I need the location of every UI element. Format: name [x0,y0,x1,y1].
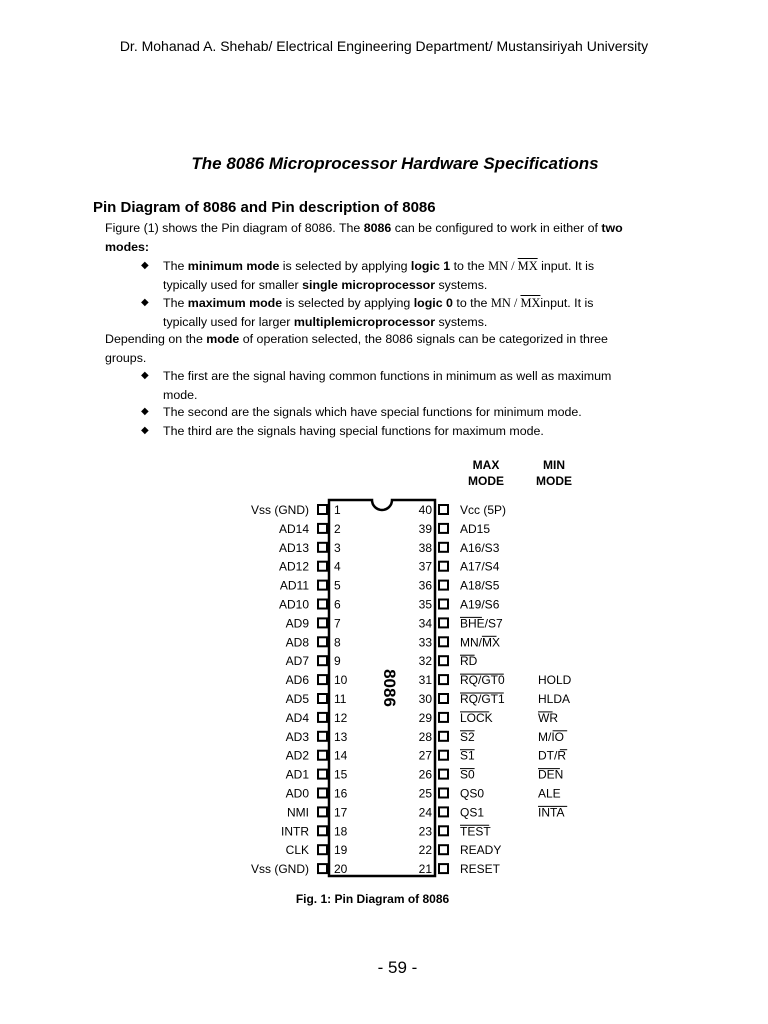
pin-box-right [439,845,448,854]
pin-box-right [439,656,448,665]
bold-text: logic 0 [413,296,453,310]
mn-signal: MN / [490,296,521,310]
text: mode. [163,387,198,402]
pin-label-max: RQ/GT0 [460,673,505,688]
pin-number-right: 23 [418,824,432,839]
pin-number-left: 8 [334,635,341,650]
pin-box-right [439,826,448,835]
bold-text: maximum mode [187,296,283,310]
pin-label-left: AD3 [285,729,309,744]
pin-number-right: 38 [418,540,432,555]
text: typically used for larger [163,314,294,329]
pin-box-left [318,656,327,665]
pin-label-left: Vss (GND) [251,503,309,517]
pin-box-left [318,675,327,684]
pin-label-min: WR [538,710,558,725]
pin-number-right: 27 [418,748,432,763]
pin-number-right: 29 [418,710,432,725]
figure-caption: Fig. 1: Pin Diagram of 8086 [295,892,450,906]
pin-label-left: AD9 [285,616,309,631]
pin-box-right [439,562,448,571]
pin-number-right: 24 [418,805,432,820]
pin-label-left: AD5 [285,692,309,706]
pin-label-left: AD4 [285,710,309,725]
pin-number-right: 35 [418,597,432,612]
pin-number-left: 7 [334,616,341,631]
pin-number-right: 40 [418,503,432,517]
text: is selected by applying [282,296,414,310]
max-mode-header-2: MODE [468,474,504,488]
pin-number-left: 13 [334,729,348,744]
pin-box-left [318,751,327,760]
pin-number-right: 34 [418,616,432,631]
bold-text: minimum mode [187,259,280,273]
pin-box-right [439,864,448,873]
pin-box-right [439,581,448,590]
bullet-diamond-icon: ◆ [141,260,149,271]
pin-label-left: AD8 [285,635,309,650]
pin-label-left: AD7 [285,654,309,669]
pin-label-min: DEN [538,767,564,782]
text: typically used for smaller [163,277,303,292]
pin-label-min: HOLD [538,673,572,688]
pin-label-left: AD6 [285,673,309,688]
mx-signal: $\overline{MX}$ [517,259,538,273]
pin-box-left [318,713,327,722]
pin-box-right [439,637,448,646]
bold-text: multiplemicroprocessor [293,314,436,329]
text: is selected by applying [279,259,411,273]
bullet-diamond-icon: ◆ [141,425,149,436]
min-mode-header-1: MIN [543,458,565,472]
pin-number-left: 16 [334,786,348,801]
pin-box-right [439,770,448,779]
pin-box-left [318,826,327,835]
pin-box-right [439,732,448,741]
pin-label-max: QS0 [460,786,485,801]
pin-box-left [318,770,327,779]
pin-label-left: AD10 [278,597,309,612]
pin-label-max: LOCK [460,710,493,725]
pin-box-right [439,694,448,703]
pin-label-max: MN/MX [460,635,500,650]
bullet-text: The second are the signals which have special functions for minimum mode. [163,405,582,419]
bold-text: single microprocessor [302,277,436,292]
pin-box-right [439,675,448,684]
pin-box-right [439,789,448,798]
intro-text-2: can be configured to work in either of [391,221,602,235]
pin-box-right [439,618,448,627]
pin-box-right [439,600,448,609]
pin-number-right: 36 [418,578,432,593]
pin-box-left [318,845,327,854]
pin-label-max: A16/S3 [460,540,500,555]
text: The [163,296,188,310]
pin-number-right: 37 [418,559,432,574]
pin-label-max: S0 [460,767,475,782]
bullet-diamond-icon: ◆ [141,370,149,381]
pin-label-max: A17/S4 [460,559,500,574]
text: input. It is [540,296,594,310]
pin-box-left [318,618,327,627]
pin-box-left [318,600,327,609]
pin-box-left [318,562,327,571]
text: systems. [435,314,488,329]
bullet-diamond-icon: ◆ [141,406,149,417]
document-title: The 8086 Microprocessor Hardware Specifications [191,154,599,173]
pin-number-left: 10 [334,673,348,688]
intro-text-1: Figure (1) shows the Pin diagram of 8086. The [105,221,364,235]
pin-number-right: 30 [418,692,432,706]
min-mode-header-2: MODE [536,474,572,488]
pin-number-left: 5 [334,578,341,593]
pin-number-left: 18 [334,824,348,839]
pin-number-right: 39 [418,521,432,536]
pin-label-min: HLDA [538,692,571,706]
pin-box-left [318,581,327,590]
pin-number-left: 17 [334,805,348,820]
bold-text: mode [206,332,240,346]
pin-label-left: AD2 [285,748,309,763]
pin-box-right [439,807,448,816]
pin-box-left [318,543,327,552]
pin-number-left: 12 [334,710,348,725]
pin-number-right: 33 [418,635,432,650]
pin-number-left: 3 [334,540,341,555]
pin-label-max: A18/S5 [460,578,500,593]
pin-number-left: 1 [334,503,341,517]
pin-label-left: Vss (GND) [251,862,309,877]
pin-box-left [318,732,327,741]
bullet-text: The third are the signals having special functions for maximum mode. [163,424,544,438]
pin-box-left [318,505,327,514]
section-heading: Pin Diagram of 8086 and Pin description of 8086 [93,199,436,216]
pin-label-left: AD14 [278,521,309,536]
pin-label-max: AD15 [460,521,491,536]
pin-number-right: 32 [418,654,432,669]
intro-bold-two: two [601,221,623,235]
pin-number-right: 31 [418,673,432,688]
pin-number-right: 22 [418,843,432,858]
pin-number-left: 6 [334,597,341,612]
text: The first are the signal having common functions in minimum as well as maximum [163,369,612,383]
bullet-diamond-icon: ◆ [141,297,149,308]
pin-number-left: 20 [334,862,348,877]
pin-label-left: INTR [281,824,309,839]
intro-modes-label: modes: [105,239,150,254]
text: of operation selected, the 8086 signals can be categorized in three [239,332,608,346]
pin-label-min: M/IO [538,729,564,744]
pin-number-left: 19 [334,843,348,858]
pin-label-left: CLK [285,843,309,858]
mx-signal: $\overline{MX}$ [520,296,541,310]
pin-label-min: DT/R [538,748,566,763]
pin-label-max: QS1 [460,805,485,820]
pin-box-right [439,713,448,722]
pin-label-max: RD [460,654,478,669]
pin-number-right: 26 [418,767,432,782]
pin-group [251,503,572,876]
mn-signal: MN / [488,259,518,273]
pin-box-left [318,524,327,533]
pin-label-left: AD0 [285,786,309,801]
pin-box-left [318,807,327,816]
pin-label-max: Vcc (5P) [460,503,507,517]
pin-label-max: TEST [460,824,491,839]
pin-label-max: A19/S6 [460,597,500,612]
text: systems. [435,277,488,292]
text: groups. [105,350,147,365]
pin-label-min: ALE [538,786,561,801]
pin-number-right: 28 [418,729,432,744]
pin-number-right: 21 [418,862,432,877]
pin-box-right [439,543,448,552]
intro-bold-8086: 8086 [363,221,392,235]
chip-name: 8086 [380,669,399,707]
max-mode-header-1: MAX [472,458,500,472]
pin-label-max: RESET [460,862,501,877]
pin-label-max: READY [460,843,502,858]
pin-number-left: 14 [334,748,348,763]
bold-text: logic 1 [410,259,451,273]
pin-box-right [439,505,448,514]
pin-box-left [318,694,327,703]
text: input. It is [537,259,595,273]
pin-label-max: S2 [460,729,475,744]
text: to the [450,259,489,273]
pin-label-max: RQ/GT1 [460,692,505,706]
pin-label-left: AD1 [285,767,309,782]
pin-number-left: 2 [334,521,341,536]
text: to the [452,296,491,310]
pin-label-left: AD11 [279,578,309,593]
pin-number-left: 4 [334,559,341,574]
pin-label-max: BHE/S7 [460,616,503,631]
pin-label-left: NMI [287,805,309,820]
page-number: - 59 - [377,958,418,977]
pin-box-left [318,789,327,798]
pin-number-left: 9 [334,654,341,669]
pin-label-left: AD13 [278,540,309,555]
pin-label-left: AD12 [278,559,309,574]
page-header: Dr. Mohanad A. Shehab/ Electrical Engineering Department/ Mustansiriyah University [119,38,649,54]
pin-number-left: 11 [334,692,347,706]
pin-label-max: S1 [460,748,475,763]
pin-number-right: 25 [418,786,432,801]
pin-box-left [318,637,327,646]
pin-label-min: INTA [538,805,565,820]
text: The [163,259,188,273]
pin-number-left: 15 [334,767,348,782]
pin-box-left [318,864,327,873]
pin-box-right [439,751,448,760]
pin-box-right [439,524,448,533]
text: Depending on the [105,332,207,346]
